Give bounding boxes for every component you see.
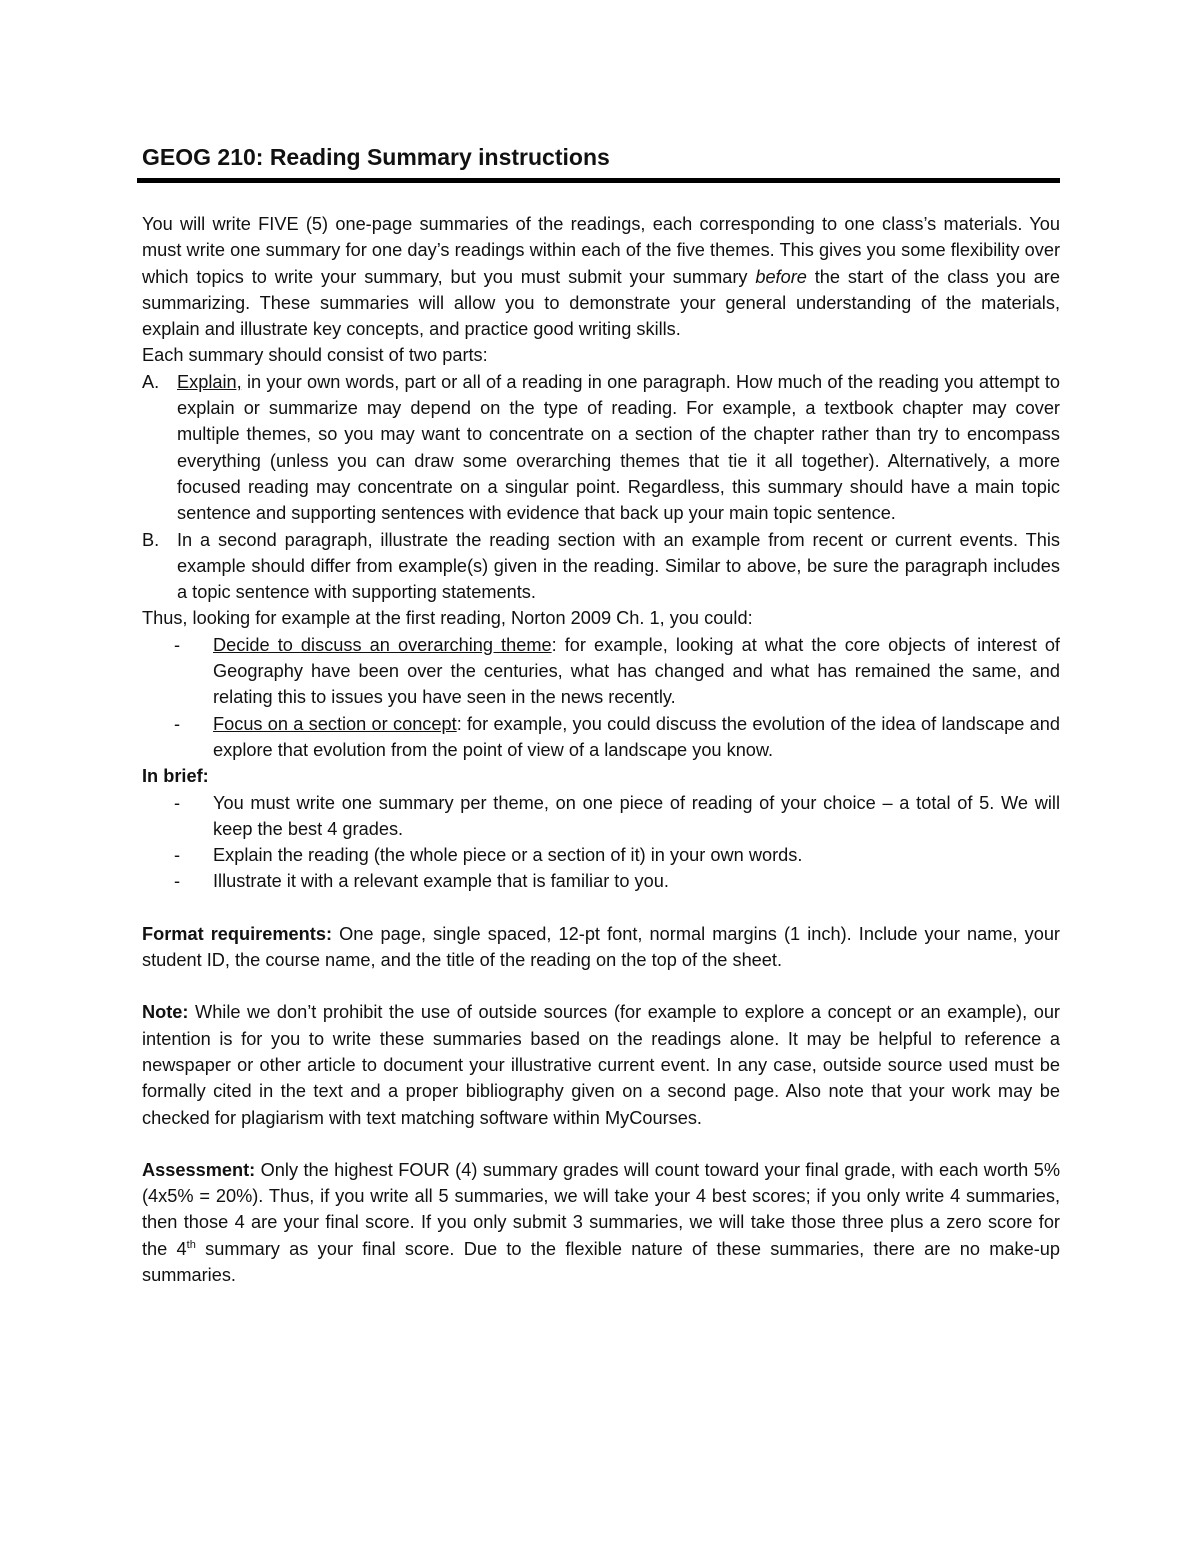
brief-heading: In brief: <box>142 766 209 787</box>
list-marker: B. <box>142 529 160 550</box>
list-item <box>142 842 1060 868</box>
assessment-text-1: Only the highest FOUR (4) summary grades will count toward your final grade, with each worth 5% (4x5% = 20%). Thus, if you write all 5 summaries, we will take your 4 best scores; if you only write 4 summaries, then those 4 are your final score. If you only submit 3 summaries, we will take those three plus a zero score for the 4 <box>142 1159 1060 1259</box>
brief-item-text: You must write one summary per theme, on one piece of reading of your choice – a total of 5. We will keep the best 4 grades. <box>213 792 1060 839</box>
assessment-paragraph <box>142 1157 1060 1288</box>
note-text: While we don’t prohibit the use of outside sources (for example to explore a concept or an example), our intention is for you to write these summaries based on the readings alone. It may be helpful to reference a newspaper or other article to document your illustrative current event. In any case, outside source used must be formally cited in the text and a proper bibliography given on a second page. Also note that your work may be checked for plagiarism with text matching software within MyCourses. <box>142 1002 1060 1128</box>
list-item <box>142 790 1060 843</box>
example-1-text: : for example, looking at what the core objects of interest of Geography have been over the centuries, what has changed and what has remained the same, and relating this to issues you have seen in the news recently. <box>213 634 1060 708</box>
assessment-label: Assessment: <box>142 1159 256 1180</box>
part-a-underlined: Explain, <box>177 371 242 392</box>
example-2-text: : for example, you could discuss the evolution of the idea of landscape and explore that evolution from the point of view of a landscape you know. <box>213 713 1060 760</box>
note-paragraph <box>142 999 1060 1130</box>
note-label: Note: <box>142 1002 189 1023</box>
list-item <box>142 632 1060 711</box>
list-marker: - <box>174 634 181 655</box>
list-marker: - <box>174 792 181 813</box>
parts-lead: Each summary should consist of two parts: <box>142 345 488 366</box>
example-2-underlined: Focus on a section or concept <box>213 713 457 734</box>
page-title: GEOG 210: Reading Summary instructions <box>142 144 610 170</box>
intro-paragraph <box>142 211 1060 342</box>
format-text: One page, single spaced, 12-pt font, normal margins (1 inch). Include your name, your student ID, the course name, and the title of the reading on the top of the sheet. <box>142 923 1060 971</box>
assessment-superscript: th <box>186 1238 196 1251</box>
part-a-text: in your own words, part or all of a reading in one paragraph. How much of the reading you attempt to explain or summarize may depend on the type of reading. For example, a textbook chapter may cover multiple themes, so you may want to concentrate on a section of the chapter rather than try to encompass everything (unless you can draw some overarching themes that tie it all together). Alternatively, a more focused reading may concentrate on a singular point. Regardless, this summary should have a main topic sentence and supporting sentences with evidence that back up your main topic sentence. <box>177 371 1060 524</box>
part-b-text: In a second paragraph, illustrate the reading section with an example from recent or current events. This example should differ from example(s) given in the reading. Similar to above, be sure the paragraph includes a topic sentence with supporting statements. <box>177 529 1060 603</box>
intro-emphasis: before <box>755 266 807 287</box>
brief-item-text: Explain the reading (the whole piece or a section of it) in your own words. <box>213 845 803 866</box>
list-marker: - <box>174 871 181 892</box>
assessment-text-2: summary as your final score. Due to the flexible nature of these summaries, there are no make-up summaries. <box>142 1238 1060 1285</box>
format-paragraph <box>142 921 1060 974</box>
parts-list <box>142 369 1060 606</box>
list-item <box>142 369 1060 527</box>
example-lead: Thus, looking for example at the first reading, Norton 2009 Ch. 1, you could: <box>142 608 753 629</box>
examples-list <box>142 632 1060 763</box>
list-item <box>142 711 1060 764</box>
list-marker: - <box>174 845 181 866</box>
brief-list <box>142 790 1060 895</box>
example-1-underlined: Decide to discuss an overarching theme <box>213 634 552 655</box>
format-label: Format requirements: <box>142 923 333 944</box>
list-marker: - <box>174 713 181 734</box>
title-underline-rule <box>137 178 1060 183</box>
intro-text-1: You will write FIVE (5) one-page summaries of the readings, each corresponding to one class’s materials. You must write one summary for one day’s readings within each of the five themes. This gives you some flexibility over which topics to write your summary, but you must submit your summary <box>142 214 1060 287</box>
document-body <box>142 140 1060 1288</box>
list-item <box>142 527 1060 606</box>
brief-item-text: Illustrate it with a relevant example that is familiar to you. <box>213 871 669 892</box>
intro-text-2: the start of the class you are summarizing. These summaries will allow you to demonstrate your general understanding of the materials, explain and illustrate key concepts, and practice good writing skills. <box>142 266 1060 340</box>
list-marker: A. <box>142 371 160 392</box>
list-item <box>142 868 1060 894</box>
